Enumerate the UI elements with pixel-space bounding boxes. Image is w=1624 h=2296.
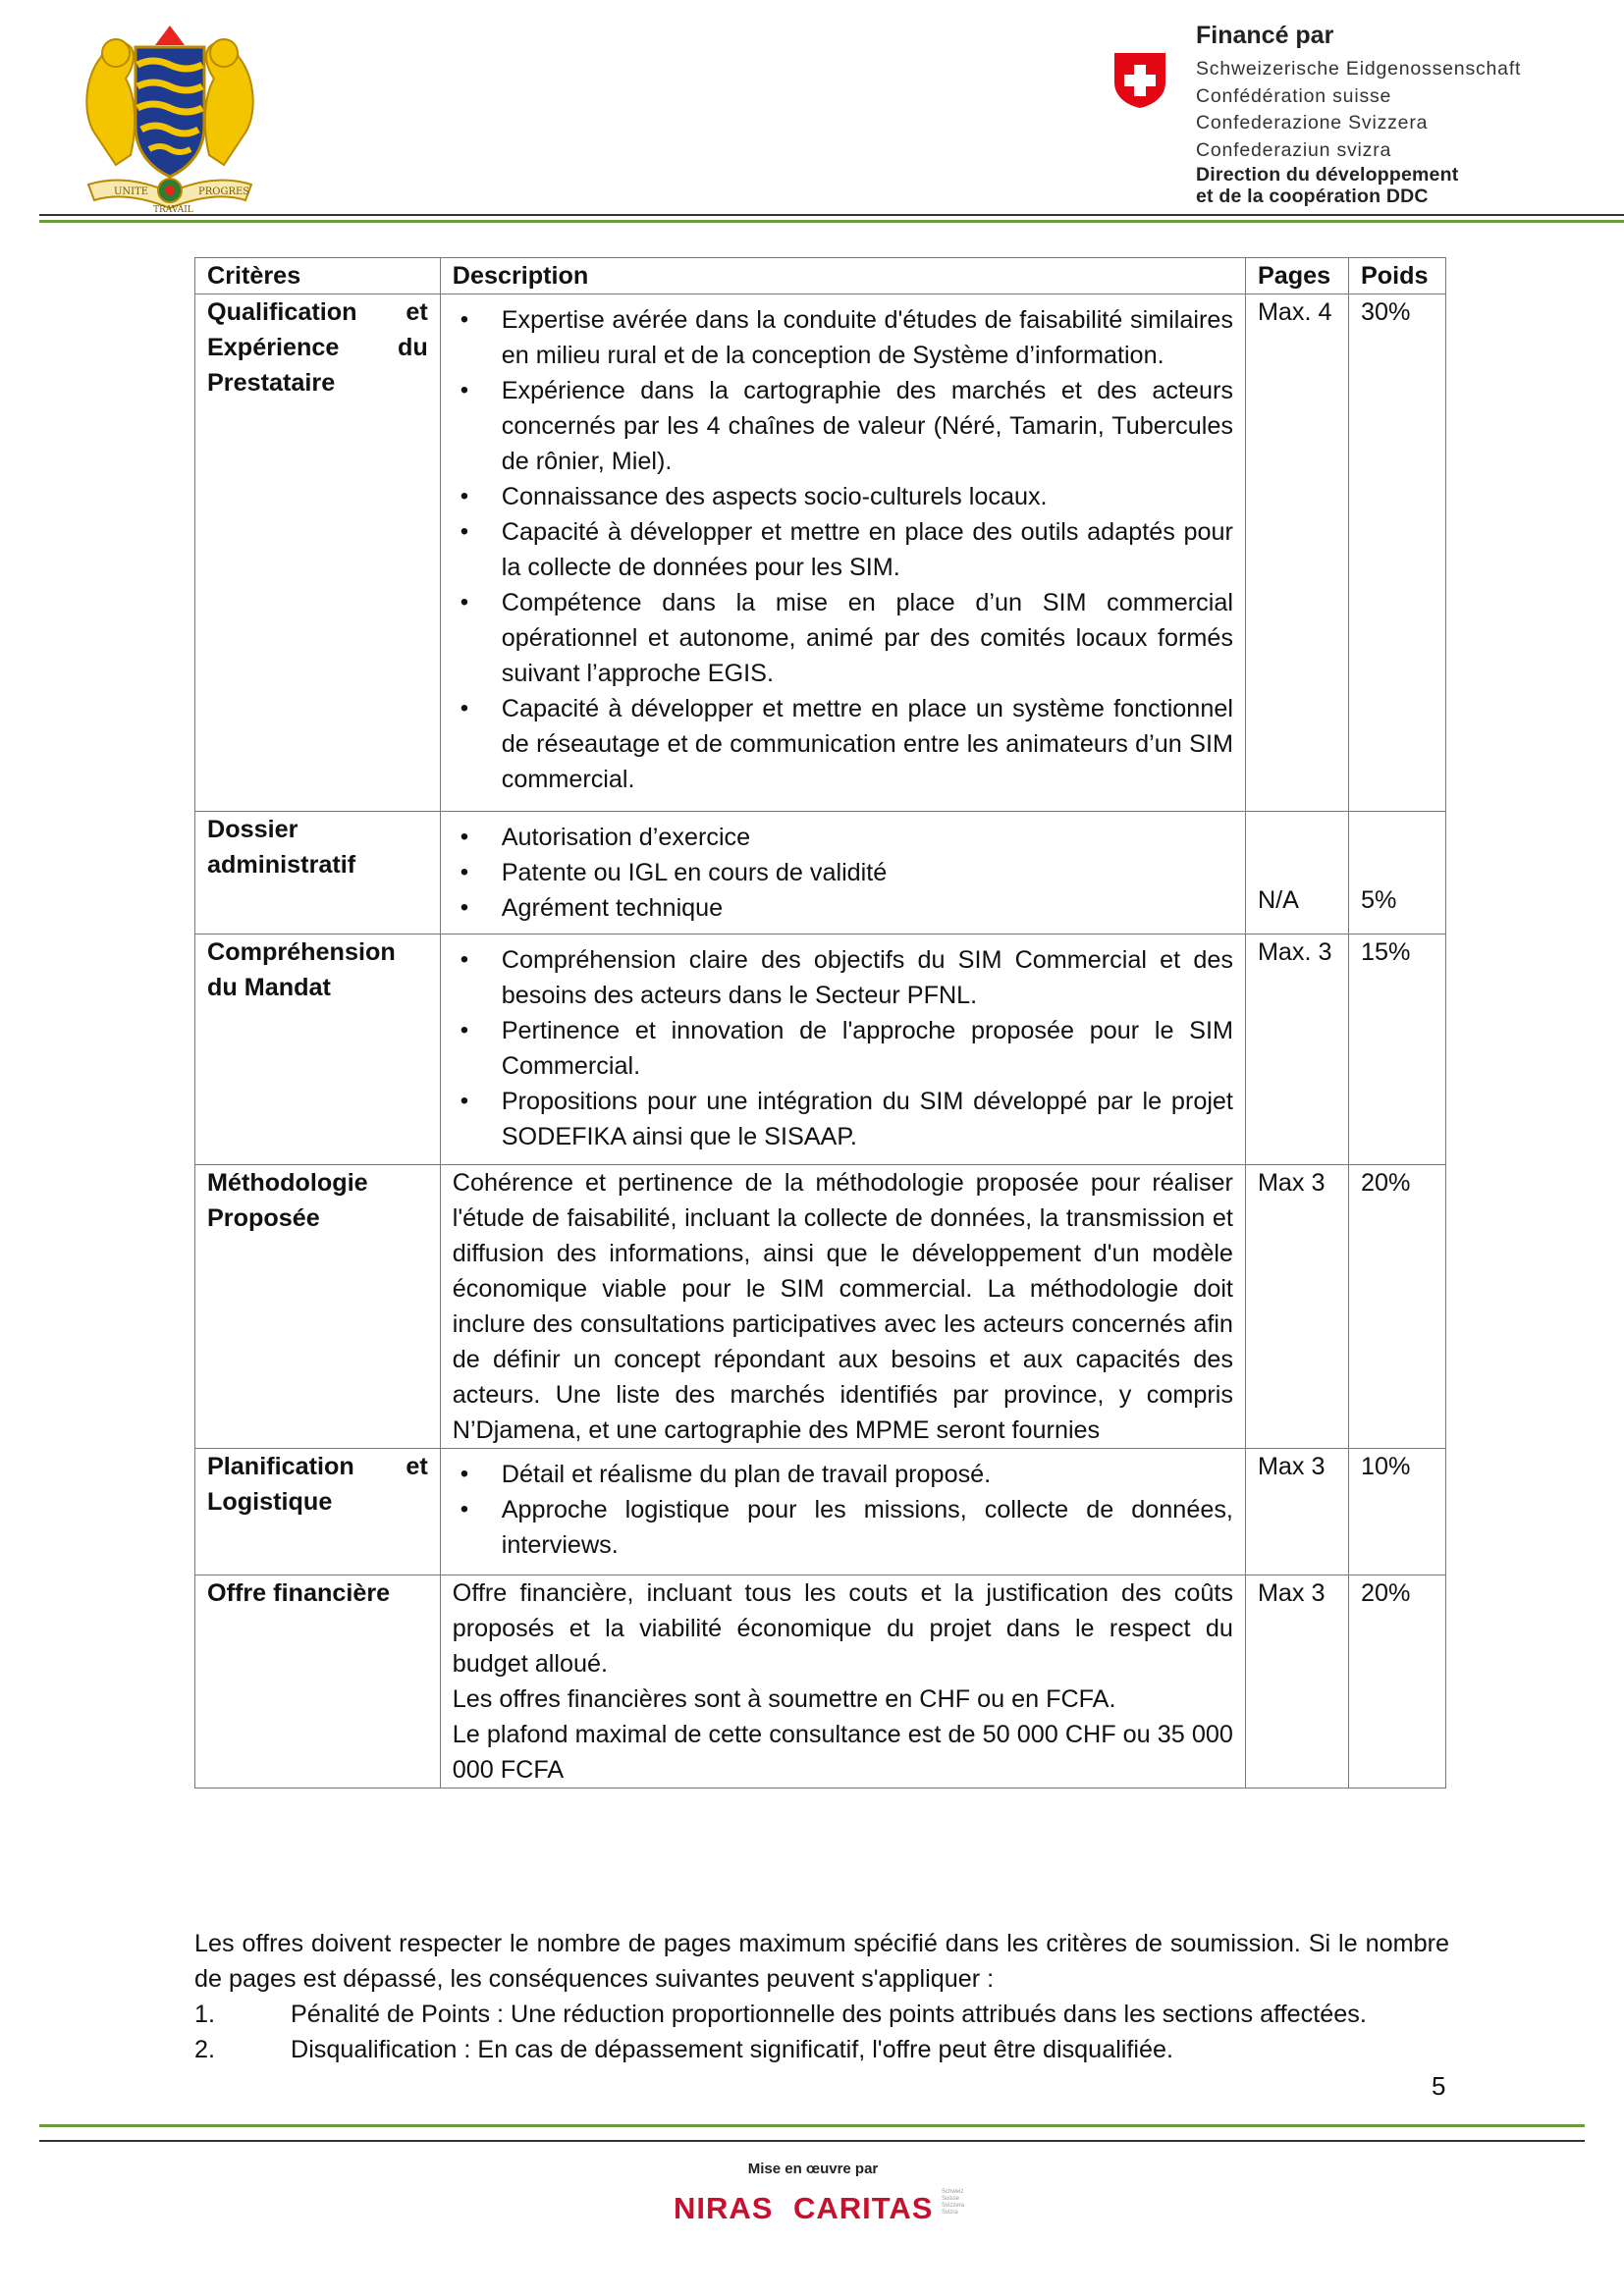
pages-cell: Max 3	[1245, 1165, 1348, 1449]
chad-coat-of-arms-logo	[77, 18, 263, 214]
description-cell	[440, 812, 1245, 934]
funder-bold-line: Direction du développement	[1196, 164, 1459, 186]
criteria-cell: Qualification et Expérience du Prestataire	[195, 294, 441, 812]
description-cell	[440, 1575, 1245, 1789]
caritas-sub-line: Schweiz	[942, 2189, 964, 2195]
pages-value: N/A	[1257, 886, 1299, 914]
header-pages: Pages	[1245, 258, 1348, 294]
funder-title: Financé par	[1196, 22, 1334, 49]
list-item: • Patente ou IGL en cours de validité	[502, 855, 1233, 890]
coat-motto-travail: TRAVAIL	[153, 205, 193, 214]
description-cell	[440, 1449, 1245, 1575]
weight-cell: 10%	[1348, 1449, 1445, 1575]
weight-cell: 15%	[1348, 934, 1445, 1165]
criteria-table	[194, 257, 1446, 1789]
caritas-sub-line: Svizra	[942, 2210, 958, 2216]
page-limit-notes	[194, 1926, 1449, 2067]
pages-cell: Max. 4	[1245, 294, 1348, 812]
footer-divider-green	[39, 2124, 1585, 2127]
coat-motto-progres: PROGRES	[198, 187, 250, 197]
description-cell	[440, 934, 1245, 1165]
header-description: Description	[440, 258, 1245, 294]
criteria-cell: Dossier administratif	[195, 812, 441, 934]
list-item: • Connaissance des aspects socio-culturels locaux.	[502, 479, 1233, 514]
list-text: Disqualification : En cas de dépassement significatif, l'offre peut être disqualifiée.	[291, 2036, 1174, 2063]
table-row	[195, 294, 1446, 812]
weight-cell	[1348, 812, 1445, 934]
list-item: • Capacité à développer et mettre en place des outils adaptés pour la collecte de données pour les SIM.	[502, 514, 1233, 585]
funder-block	[1196, 22, 1608, 207]
pages-cell	[1245, 812, 1348, 934]
list-item: • Propositions pour une intégration du SIM développé par le projet SODEFIKA ainsi que le SISAAP.	[502, 1084, 1233, 1154]
criteria-cell: Planification et Logistique	[195, 1449, 441, 1575]
list-item	[194, 2032, 1449, 2067]
criteria-cell: Méthodologie Proposée	[195, 1165, 441, 1449]
list-number: 2.	[194, 2036, 216, 2063]
header-divider-green	[39, 220, 1624, 223]
list-text: Pénalité de Points : Une réduction proportionnelle des points attribués dans les sections affectées.	[291, 2001, 1367, 2028]
list-item: • Approche logistique pour les missions, collecte de données, interviews.	[502, 1492, 1233, 1563]
table-row	[195, 1575, 1446, 1789]
header-criteria: Critères	[195, 258, 441, 294]
footer-divider	[39, 2140, 1585, 2142]
header-weight: Poids	[1348, 258, 1445, 294]
description-paragraph: Le plafond maximal de cette consultance est de 50 000 CHF ou 35 000 000 FCFA	[452, 1721, 1233, 1784]
criteria-cell: Compréhension du Mandat	[195, 934, 441, 1165]
funder-line: Confederazione Svizzera	[1196, 112, 1429, 133]
funder-line: Confederaziun svizra	[1196, 138, 1392, 161]
weight-value: 5%	[1360, 886, 1397, 914]
caritas-sub-line: Svizzera	[942, 2203, 965, 2209]
criteria-cell: Offre financière	[195, 1575, 441, 1789]
list-item: • Capacité à développer et mettre en place un système fonctionnel de réseautage et de communication entre les animateurs d’un SIM commercial.	[502, 691, 1233, 797]
funder-bold-line: et de la coopération DDC	[1196, 186, 1429, 207]
list-item: • Compétence dans la mise en place d’un SIM commercial opérationnel et autonome, animé par des comités locaux formés suivant l’approche EGIS.	[502, 585, 1233, 691]
page-number: 5	[1432, 2071, 1446, 2101]
weight-cell: 20%	[1348, 1575, 1445, 1789]
list-item: • Détail et réalisme du plan de travail proposé.	[502, 1457, 1233, 1492]
table-row	[195, 1449, 1446, 1575]
niras-logo: NIRAS	[674, 2191, 774, 2225]
list-item: • Pertinence et innovation de l'approche proposée pour le SIM Commercial.	[502, 1013, 1233, 1084]
description-paragraph: Les offres financières sont à soumettre en CHF ou en FCFA.	[452, 1685, 1116, 1713]
list-item	[194, 1997, 1449, 2032]
list-item: • Autorisation d’exercice	[502, 820, 1233, 855]
table-row	[195, 812, 1446, 934]
list-number: 1.	[194, 2001, 216, 2028]
caritas-sub-line: Suisse	[942, 2196, 960, 2202]
table-header-row	[195, 258, 1446, 294]
table-row	[195, 934, 1446, 1165]
list-item: • Expérience dans la cartographie des marchés et des acteurs concernés par les 4 chaînes de valeur (Néré, Tamarin, Tubercules de rônier, Miel).	[502, 373, 1233, 479]
description-cell	[440, 294, 1245, 812]
implemented-by-label: Mise en œuvre par	[747, 2161, 879, 2177]
caritas-logo-subtext	[942, 2189, 969, 2216]
caritas-logo: CARITAS	[793, 2191, 934, 2225]
list-item: • Expertise avérée dans la conduite d'études de faisabilité similaires en milieu rural et de la conception de Système d’information.	[502, 302, 1233, 373]
funder-line: Confédération suisse	[1196, 84, 1392, 107]
pages-cell: Max 3	[1245, 1449, 1348, 1575]
header-divider	[39, 214, 1624, 216]
notes-intro: Les offres doivent respecter le nombre de pages maximum spécifié dans les critères de soumission. Si le nombre de pages est dépassé, les conséquences suivantes peuvent s'appliquer :	[194, 1930, 1449, 1993]
funder-line: Schweizerische Eidgenossenschaft	[1196, 58, 1522, 80]
table-row	[195, 1165, 1446, 1449]
pages-cell: Max 3	[1245, 1575, 1348, 1789]
description-cell: Cohérence et pertinence de la méthodologie proposée pour réaliser l'étude de faisabilité, incluant la collecte de données, la transmission et diffusion des informations, ainsi que le développement d'un modèle économique viable pour le SIM commercial. La méthodologie doit inclure des consultations participatives avec les acteurs concernés afin de définir un concept répondant aux besoins et aux capacités des acteurs. Une liste des marchés identifiés par province, y compris N’Djamena, et une cartographie des MPME seront fournies	[440, 1165, 1245, 1449]
weight-cell: 20%	[1348, 1165, 1445, 1449]
weight-cell: 30%	[1348, 294, 1445, 812]
coat-motto-unite: UNITE	[114, 187, 149, 197]
pages-cell: Max. 3	[1245, 934, 1348, 1165]
list-item: • Compréhension claire des objectifs du SIM Commercial et des besoins des acteurs dans le Secteur PFNL.	[502, 942, 1233, 1013]
swiss-flag-icon	[1110, 51, 1169, 110]
list-item: • Agrément technique	[502, 890, 1233, 926]
description-paragraph: Offre financière, incluant tous les couts et la justification des coûts proposés et la viabilité économique du projet dans le respect du budget alloué.	[452, 1579, 1233, 1678]
